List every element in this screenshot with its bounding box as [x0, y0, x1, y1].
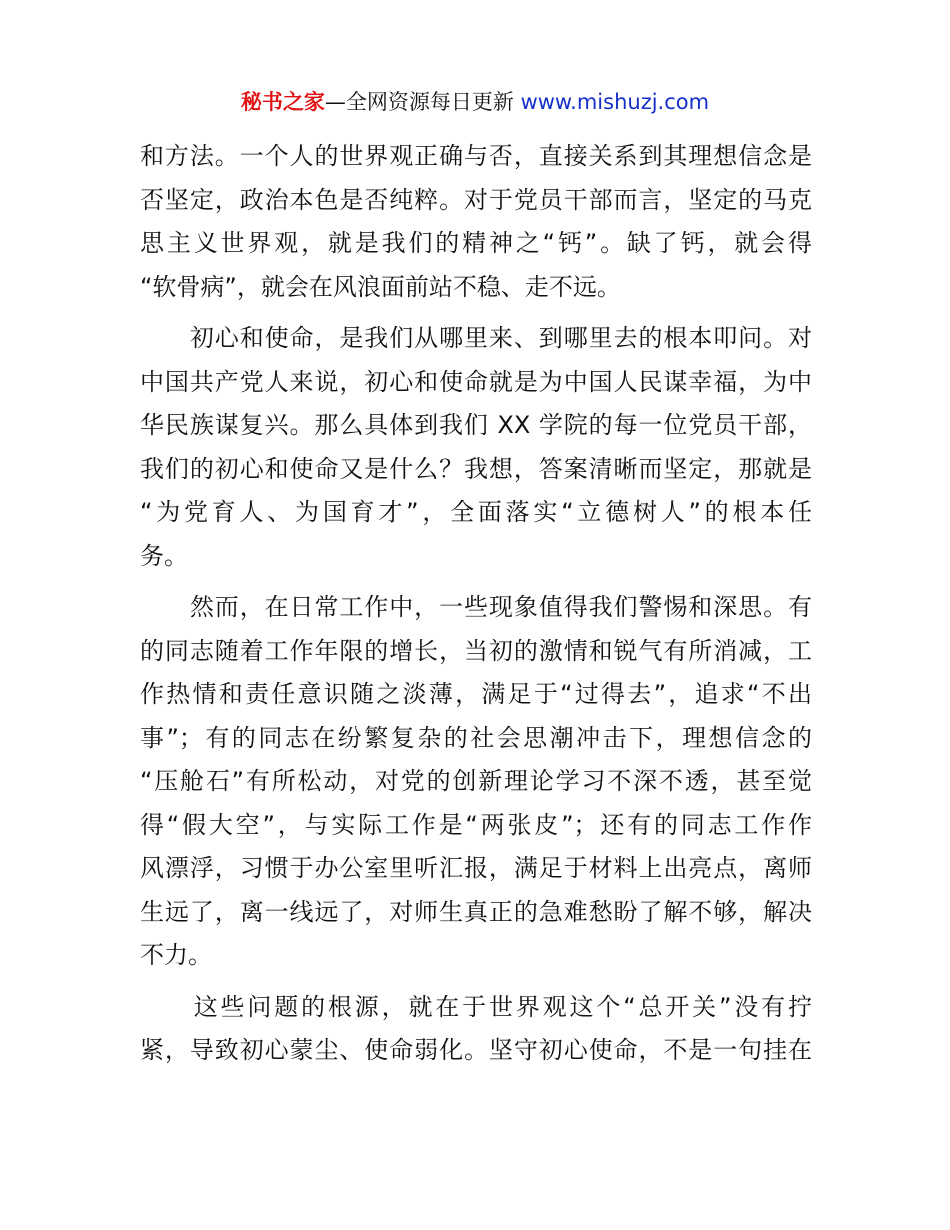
- text-line: “压舱石”有所松动，对党的创新理论学习不深不透，甚至觉: [140, 767, 812, 795]
- text-line: 初心和使命，是我们从哪里来、到哪里去的根本叩问。对: [140, 324, 812, 352]
- site-url-link[interactable]: www.mishuzj.com: [520, 90, 710, 114]
- document-body: [140, 135, 812, 1073]
- paragraph-2: [140, 317, 812, 578]
- paragraph-spacer: [140, 309, 812, 317]
- text-line: 华民族谋复兴。那么具体到我们 XX 学院的每一位党员干部，: [140, 411, 812, 439]
- text-line: 生远了，离一线远了，对师生真正的急难愁盼了解不够，解决: [140, 897, 812, 926]
- paragraph-1: [140, 135, 812, 309]
- text-line: 得“假大空”，与实际工作是“两张皮”；还有的同志工作作: [140, 810, 812, 839]
- text-line: 风漂浮，习惯于办公室里听汇报，满足于材料上出亮点，离师: [140, 854, 812, 882]
- text-line: 的同志随着工作年限的增长，当初的激情和锐气有所消减，工: [140, 636, 812, 665]
- site-tagline: —全网资源每日更新: [324, 90, 514, 114]
- text-line: 然而，在日常工作中，一些现象值得我们警惕和深思。有: [140, 593, 812, 621]
- site-header: [0, 86, 950, 118]
- paragraph-spacer: [140, 978, 812, 986]
- paragraph-3: [140, 586, 812, 978]
- text-line: “为党育人、为国育才”，全面落实“立德树人”的根本任: [140, 498, 812, 526]
- text-line: 务。: [140, 541, 188, 570]
- text-line: 作热情和责任意识随之淡薄，满足于“过得去”，追求“不出: [140, 680, 812, 708]
- text-line: 事”；有的同志在纷繁复杂的社会思潮冲击下，理想信念的: [140, 723, 812, 752]
- site-brand: 秘书之家: [240, 90, 325, 114]
- text-line: “软骨病”，就会在风浪面前站不稳、走不远。: [140, 272, 621, 301]
- text-line: 和方法。一个人的世界观正确与否，直接关系到其理想信念是: [140, 142, 812, 170]
- paragraph-spacer: [140, 578, 812, 586]
- text-line: 中国共产党人来说，初心和使命就是为中国人民谋幸福，为中: [140, 367, 812, 396]
- text-line: 这些问题的根源，就在于世界观这个“总开关”没有拧: [140, 992, 812, 1021]
- text-line: 紧，导致初心蒙尘、使命弱化。坚守初心使命，不是一句挂在: [140, 1036, 812, 1064]
- text-line: 不力。: [140, 941, 212, 969]
- paragraph-4: [140, 986, 812, 1073]
- text-line: 否坚定，政治本色是否纯粹。对于党员干部而言，坚定的马克: [140, 185, 812, 214]
- text-line: 思主义世界观，就是我们的精神之“钙”。缺了钙，就会得: [140, 229, 812, 257]
- text-line: 我们的初心和使命又是什么？我想，答案清晰而坚定，那就是: [140, 454, 812, 483]
